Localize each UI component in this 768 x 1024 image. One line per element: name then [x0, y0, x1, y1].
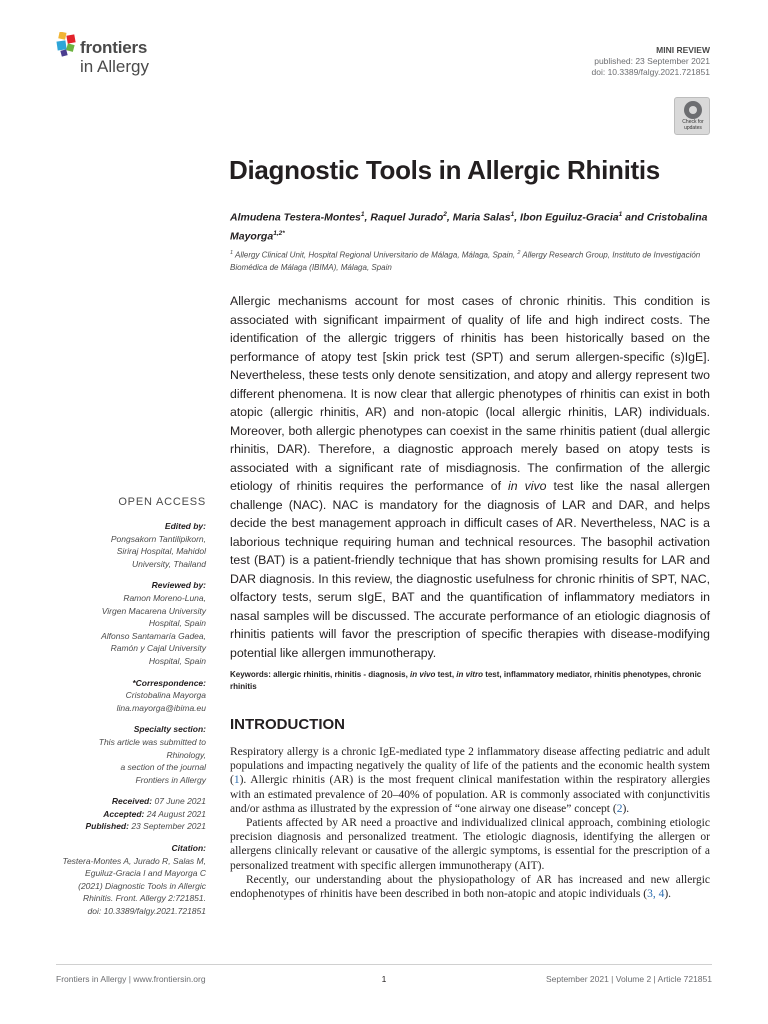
author-name[interactable]: Cristobalina Mayorga: [230, 211, 708, 242]
journal-name-line2: in Allergy: [80, 57, 149, 76]
section-heading-introduction: INTRODUCTION: [230, 716, 345, 733]
edited-by-block: Edited by: Pongsakorn Tantilipikorn, Siriraj Hospital, Mahidol University, Thailand: [110, 521, 206, 569]
check-updates-icon: [684, 101, 702, 119]
correspondence-block: *Correspondence: Cristobalina Mayorga lina.mayorga@ibima.eu: [40, 677, 206, 715]
authors-conjunction: and: [625, 211, 644, 224]
reviewed-by-block: Reviewed by: Ramon Moreno-Luna, Virgen Macarena University Hospital, Spain Alfonso Santamaría Gadea, Ramón y Cajal University Hospital, Spain: [101, 580, 206, 666]
keywords: Keywords: allergic rhinitis, rhinitis - diagnosis, in vivo test, in vitro test, inflammatory mediator, rhinitis phenotypes, chronic rhinitis: [230, 670, 702, 691]
reference-link[interactable]: 3, 4: [647, 888, 665, 901]
published-date: published: 23 September 2021: [594, 56, 710, 66]
frontiers-logo-icon: [56, 32, 78, 58]
article-title: Diagnostic Tools in Allergic Rhinitis: [229, 155, 660, 185]
article-doi[interactable]: doi: 10.3389/falgy.2021.721851: [591, 67, 710, 77]
reference-link[interactable]: 2: [616, 802, 623, 815]
affiliation-text: Allergy Clinical Unit, Hospital Regional Universitario de Málaga, Málaga, Spain,: [235, 250, 516, 260]
author-list: Almudena Testera-Montes$^1$, Raquel Jurado$^2$, Maria Salas$^1$, Ibon Eguiluz-Gracia$^1$ and Cristobalina Mayorga$^{1,2*}$: [230, 211, 708, 242]
introduction-body: [230, 745, 710, 901]
journal-name-line1: frontiers: [80, 38, 148, 57]
reference-link[interactable]: 1: [233, 774, 240, 787]
check-for-updates-button[interactable]: [674, 97, 710, 135]
affiliation-text: Allergy Research Group, Instituto de Investigación Biomédica de Málaga (IBIMA), Málaga, Spain: [230, 250, 701, 272]
article-meta: [592, 45, 710, 78]
keywords-label: Keywords:: [230, 670, 271, 679]
author-affil-sup: 1: [618, 211, 623, 218]
footer-divider: [56, 964, 712, 965]
author-affil-sup: 1: [510, 211, 515, 218]
author-affil-sup: 1: [360, 211, 365, 218]
paragraph: Respiratory allergy is a chronic IgE-mediated type 2 inflammatory disease affecting pediatric and adult populations and impacting negatively the quality of life of the patients and the economic health system (1). Allergic rhinitis (AR) is the most frequent clinical manifestation within the respiratory allergies with an estimated prevalence of 20–40% of population. AR is commonly associated with conjunctivitis and/or asthma as illustrated by the expression of “one airway one disease” concept (2).: [230, 746, 710, 815]
open-access-label: OPEN ACCESS: [118, 496, 206, 508]
article-type: MINI REVIEW: [656, 45, 710, 55]
affiliations: $^1$ Allergy Clinical Unit, Hospital Regional Universitario de Málaga, Málaga, Spain, $^2$ Allergy Research Group, Instituto de Investigación Biomédica de Málaga (IBIMA), Málaga, Spain: [230, 250, 701, 272]
citation-block: Citation: Testera-Montes A, Jurado R, Salas M, Eguiluz-Gracia I and Mayorga C (2021) Diagnostic Tools in Allergic Rhinitis. Front. Allergy 2:721851. doi: 10.3389/falgy.2021.721851: [62, 843, 206, 917]
journal-logo[interactable]: [56, 32, 176, 80]
page-number: 1: [381, 974, 387, 984]
check-updates-label: Check for updates: [682, 119, 704, 131]
footer-journal-link[interactable]: Frontiers in Allergy | www.frontiersin.org: [56, 974, 206, 984]
correspondence-email-link[interactable]: lina.mayorga@ibima.eu: [116, 702, 206, 713]
paragraph: Recently, our understanding about the physiopathology of AR has increased and new allergic endophenotypes of rhinitis have been described in both non-atopic and atopic individuals (3, 4).: [230, 873, 710, 901]
author-affil-sup: 2: [443, 211, 447, 218]
specialty-section-block: Specialty section: This article was submitted to Rhinology, a section of the journal Frontiers in Allergy: [98, 724, 206, 785]
dates-block: Received: 07 June 2021 Accepted: 24 August 2021 Published: 23 September 2021: [85, 796, 206, 832]
abstract: Allergic mechanisms account for most cases of chronic rhinitis. This condition is associated with significant impairment of quality of life and high indirect costs. The identification of the allergic triggers of rhinitis has been historically based on the performance of atopy test [skin prick test (SPT) and serum allergen-specific (s)IgE]. Nevertheless, these tests only denote sensitization, and atopy and allergy represent two different phenomena. It is now clear that allergic phenotypes of rhinitis can exist in both atopic (allergic rhinitis, AR) and non-atopic (local allergic rhinitis, LAR) individuals. Moreover, both allergic phenotypes can coexist in the same rhinitis patient (dual allergic rhinitis, DAR). Therefore, a diagnostic approach merely based on atopy tests is associated with a significant rate of misdiagnosis. The confirmation of the allergic etiology of rhinitis requires the performance of in vivo test like the nasal allergen challenge (NAC). NAC is mandatory for the diagnosis of LAR and DAR, and helps decide the best management approach in difficult cases of AR. Nevertheless, NAC is a laborious technique requiring human and technical resources. The basophil activation test (BAT) is a patient-friendly technique that has shown promising results for LAR and DAR diagnosis. In this review, the diagnostic usefulness for chronic rhinitis of SPT, NAC, olfactory tests, serum sIgE, BAT and the quantification of inflammatory mediators in nasal samples will be discussed. The accurate performance of an etiologic diagnosis of rhinitis patients will favor the prescription of specific therapies with disease-modifying potential like allergen immunotherapy.: [230, 294, 711, 660]
footer-volume-info: September 2021 | Volume 2 | Article 721851: [545, 974, 712, 984]
article-sidebar: [40, 520, 206, 927]
author-name[interactable]: Maria Salas: [452, 211, 511, 224]
author-name[interactable]: Raquel Jurado: [370, 211, 444, 224]
author-name[interactable]: Ibon Eguiluz-Gracia: [520, 211, 619, 224]
paragraph: Patients affected by AR need a proactive and individualized clinical approach, combining etiologic precision diagnosis and personalized treatment. The etiologic diagnosis, identifying the allergen or allergens clinically relevant or causative of the allergic symptoms, is essential for the prescription of a personalized treatment with specific allergen immunotherapy (AIT).: [230, 817, 710, 872]
author-name[interactable]: Almudena Testera-Montes: [230, 211, 361, 224]
author-affil-sup: 1,2*: [273, 229, 285, 237]
